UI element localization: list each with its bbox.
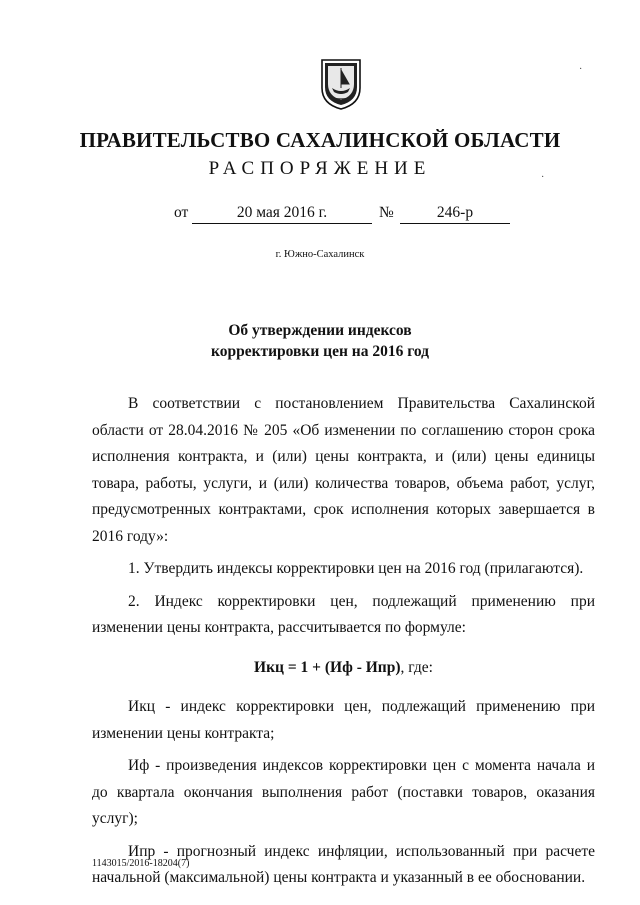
scan-speck: · <box>541 172 545 183</box>
subject-line-2: корректировки цен на 2016 год <box>210 343 429 360</box>
definition-ikc: Икц - индекс корректировки цен, подлежащий применению при изменении цены контракта; <box>92 698 595 742</box>
preamble-paragraph: В соответствии с постановлением Правительства Сахалинской области от 28.04.2016 № 205 «Об изменении по соглашению сторон срока исполнения контракта, и (или) цены контракта, и (или) цены единицы товара, работы, услуги, и (или) количества товаров, объема работ, услуг, предусмотренных контрактами, срок исполнения которых завершается в 2016 году»: <box>92 395 595 545</box>
city-label: г. Южно-Сахалинск <box>275 249 365 260</box>
document-body <box>92 391 595 892</box>
document-date: 20 мая 2016 г. <box>192 204 372 224</box>
date-label: от <box>174 204 189 221</box>
scan-speck: · <box>579 64 583 75</box>
definition-ipr: Ипр - прогнозный индекс инфляции, использованный при расчете начальной (максимальной) цены контракта и указанный в ее обосновании. <box>92 842 595 886</box>
coat-of-arms-icon <box>319 58 363 110</box>
formula-expression: Икц = 1 + (Иф - Ипр) <box>254 658 401 676</box>
document-type: РАСПОРЯЖЕНИЕ <box>208 158 432 179</box>
item-1-paragraph: 1. Утвердить индексы корректировки цен на 2016 год (прилагаются). <box>128 560 584 577</box>
organization-title: ПРАВИТЕЛЬСТВО САХАЛИНСКОЙ ОБЛАСТИ <box>79 128 561 152</box>
number-label: № <box>379 204 394 221</box>
document-code: 1143015/2016-18204(7) <box>92 858 190 869</box>
formula <box>92 655 595 682</box>
subject-line-1: Об утверждении индексов <box>228 322 412 339</box>
document-subject <box>0 320 640 362</box>
formula-suffix: , где: <box>400 658 433 676</box>
registration-line <box>0 204 640 226</box>
definition-if: Иф - произведения индексов корректировки цен с момента начала и до квартала окончания выполнения работ (поставки товаров, оказания услуг); <box>92 757 595 827</box>
document-number: 246-р <box>400 204 510 224</box>
item-2-paragraph: 2. Индекс корректировки цен, подлежащий применению при изменении цены контракта, рассчитывается по формуле: <box>92 592 595 636</box>
